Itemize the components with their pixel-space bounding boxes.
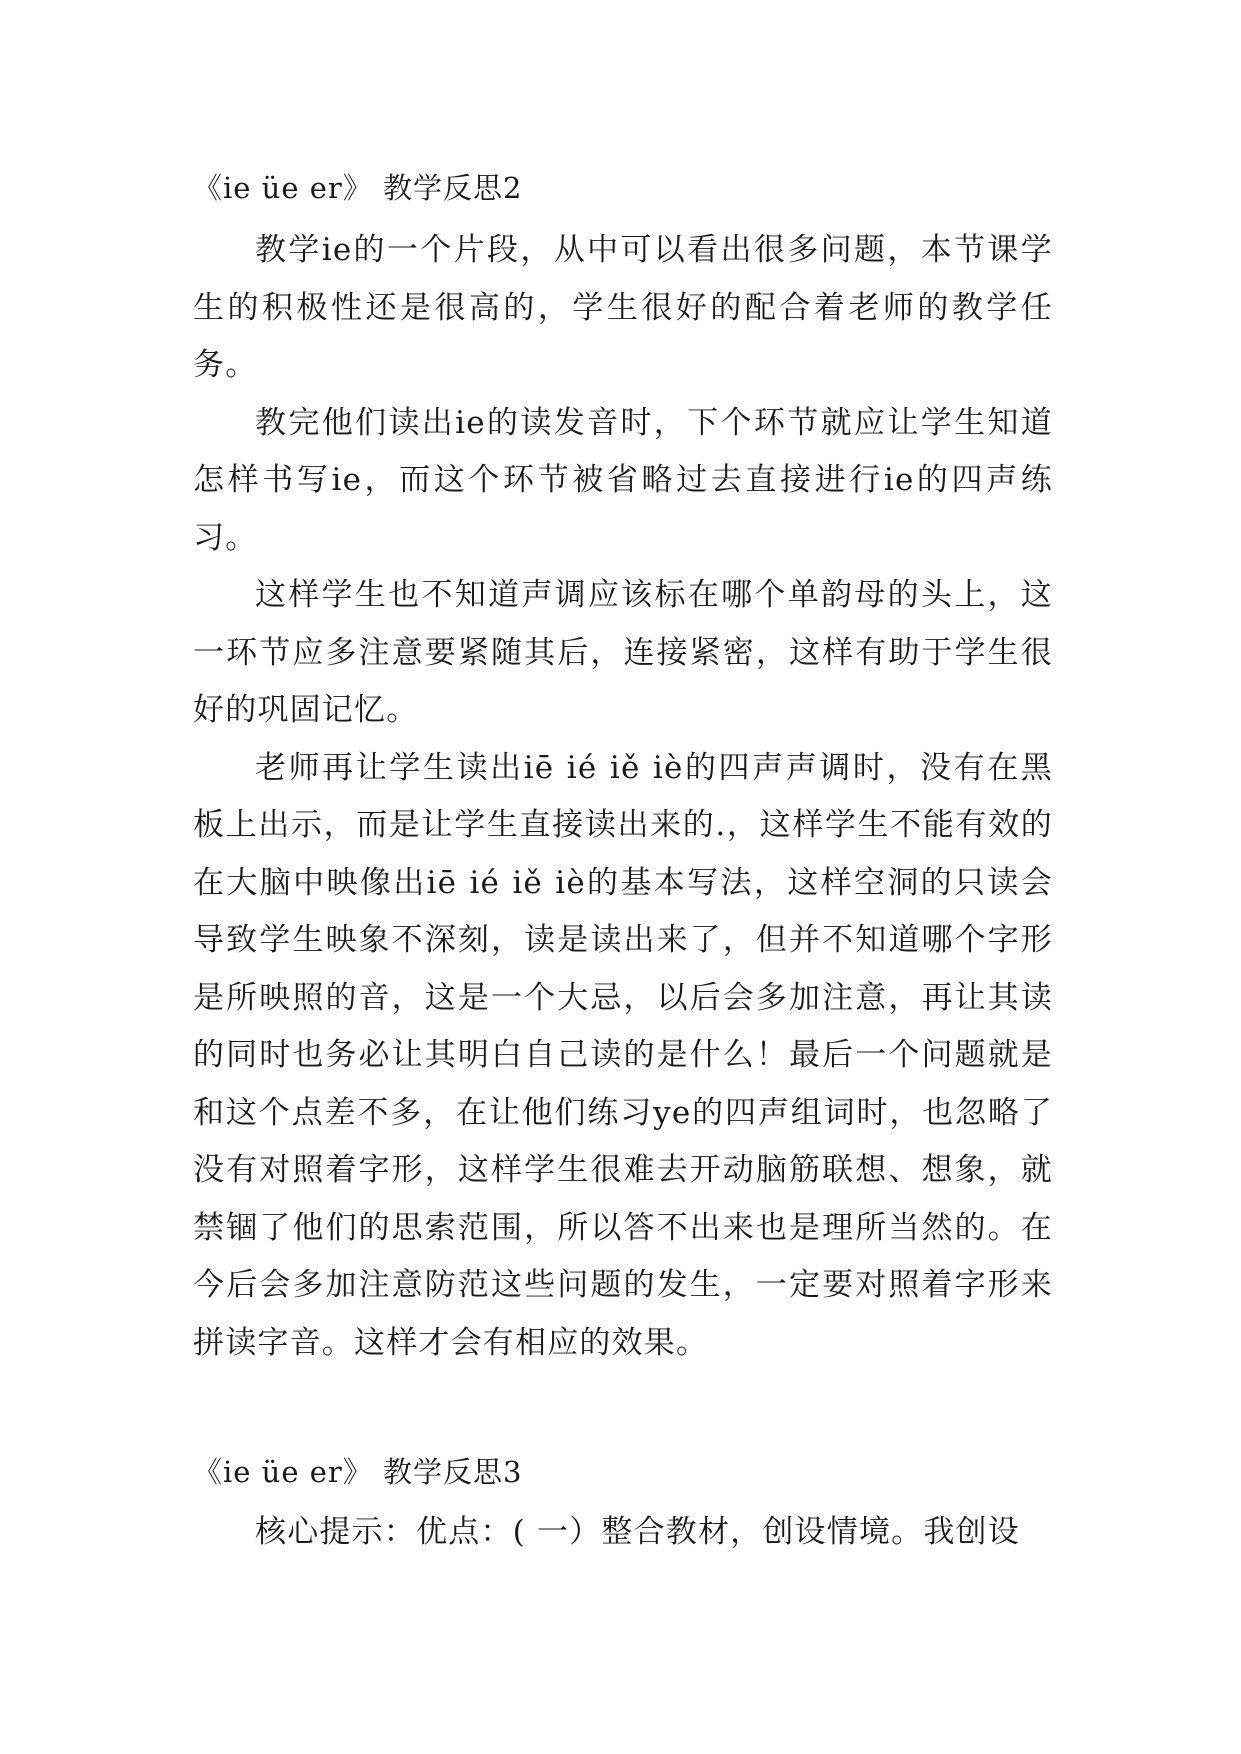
paragraph: 老师再让学生读出iē ié iě iè的四声声调时，没有在黑板上出示，而是让学生直接读出来的.，这样学生不能有效的在大脑中映像出iē ié iě iè的基本写法，这样空洞的只读会导致学生映象不深刻，读是读出来了，但并不知道哪个字形是所映照的音，这是一个大忌，以后会多加注意，再让其读的同时也务必让其明白自己读的是什么！最后一个问题就是和这个点差不多，在让他们练习ye的四声组词时，也忽略了没有对照着字形，这样学生很难去开动脑筋联想、想象，就禁锢了他们的思索范围，所以答不出来也是理所当然的。在今后会多加注意防范这些问题的发生，一定要对照着字形来拼读字音。这样才会有相应的效果。 (193, 749, 1053, 1361)
section-title: 《ie üe er》 教学反思3 (193, 1455, 523, 1489)
section-body (193, 222, 1053, 1372)
paragraph: 核心提示：优点：( 一）整合教材，创设情境。我创设 (255, 1514, 1020, 1550)
paragraph: 教学ie的一个片段，从中可以看出很多问题，本节课学生的积极性还是很高的，学生很好的配合着老师的教学任务。 (193, 232, 1053, 383)
paragraph: 这样学生也不知道声调应该标在哪个单韵母的头上，这一环节应多注意要紧随其后，连接紧密，这样有助于学生很好的巩固记忆。 (193, 577, 1053, 728)
paragraph: 教完他们读出ie的读发音时，下个环节就应让学生知道怎样书写ie，而这个环节被省略过去直接进行ie的四声练习。 (193, 404, 1053, 556)
section-title: 《ie üe er》 教学反思2 (193, 171, 523, 205)
section-body (193, 1504, 1053, 1562)
